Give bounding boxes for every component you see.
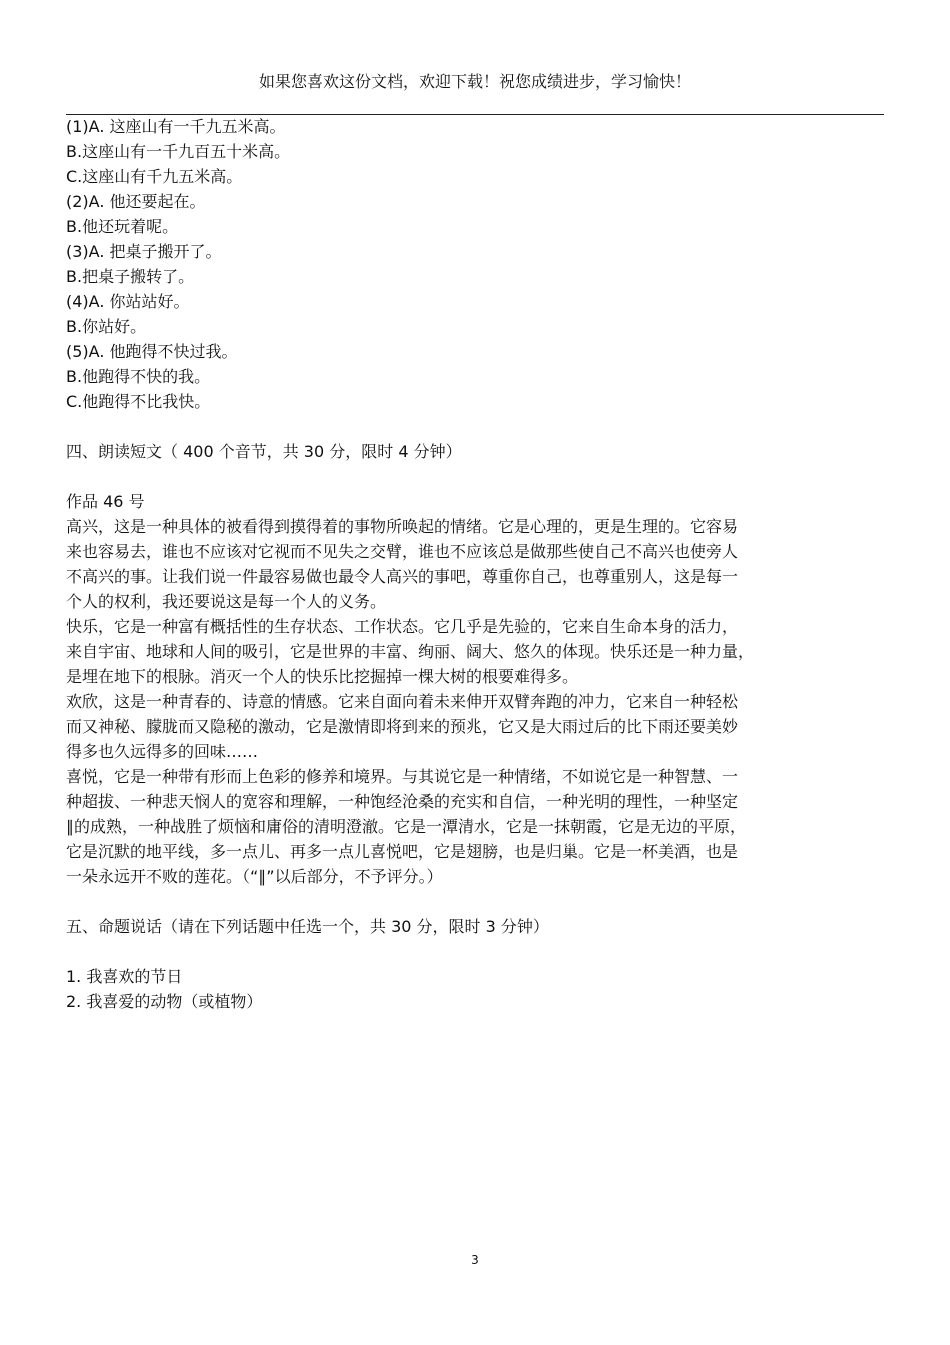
- option-line: B.这座山有一千九百五十米高。: [66, 142, 291, 161]
- option-line: (3)A. 把桌子搬开了。: [66, 242, 222, 261]
- spacer: [66, 889, 836, 914]
- page-header: 如果您喜欢这份文档，欢迎下载！祝您成绩进步，学习愉快！: [258, 72, 691, 91]
- passage-line: 不高兴的事。让我们说一件最容易做也最令人高兴的事吧，尊重你自己，也尊重别人，这是每一: [66, 567, 739, 586]
- passage-line: 个人的权利，我还要说这是每一个人的义务。: [66, 592, 387, 611]
- option-line: C.他跑得不比我快。: [66, 392, 211, 411]
- passage-line: 快乐，它是一种富有概括性的生存状态、工作状态。它几乎是先验的，它来自生命本身的活力，: [66, 617, 739, 636]
- section-four-heading: 四、朗读短文（ 400 个音节，共 30 分，限时 4 分钟）: [66, 442, 462, 461]
- page-number: 3: [471, 1253, 479, 1267]
- option-line: (1)A. 这座山有一千九五米高。: [66, 117, 286, 136]
- passage-line: 高兴，这是一种具体的被看得到摸得着的事物所唤起的情绪。它是心理的，更是生理的。它容易: [66, 517, 739, 536]
- option-line: (4)A. 你站站好。: [66, 292, 190, 311]
- document-body: [66, 114, 836, 1014]
- topic-item: 2. 我喜爱的动物（或植物）: [66, 992, 263, 1011]
- passage-line: 来自宇宙、地球和人间的吸引，它是世界的丰富、绚丽、阔大、悠久的体现。快乐还是一种力量，: [66, 642, 755, 661]
- work-title: 作品 46 号: [66, 492, 145, 511]
- passage-line: 欢欣，这是一种青春的、诗意的情感。它来自面向着未来伸开双臂奔跑的冲力，它来自一种轻松: [66, 692, 739, 711]
- passage-line: 来也容易去，谁也不应该对它视而不见失之交臂，谁也不应该总是做那些使自己不高兴也使旁人: [66, 542, 739, 561]
- passage-paragraph-gaoxing: [66, 514, 836, 614]
- topic-item: 1. 我喜欢的节日: [66, 967, 183, 986]
- passage-paragraph-xiyue: [66, 764, 836, 889]
- passage-line: 是埋在地下的根脉。消灭一个人的快乐比挖掘掉一棵大树的根要难得多。: [66, 667, 579, 686]
- option-line: B.他还玩着呢。: [66, 217, 179, 236]
- passage-line: 得多也久远得多的回味……: [66, 742, 259, 761]
- option-line: C.这座山有千九五米高。: [66, 167, 243, 186]
- answer-options: [66, 114, 836, 414]
- passage-paragraph-huanxin: [66, 689, 836, 764]
- spacer: [66, 414, 836, 439]
- topic-list: [66, 964, 836, 1014]
- spacer: [66, 939, 836, 964]
- option-line: B.他跑得不快的我。: [66, 367, 211, 386]
- passage-line: ∥的成熟，一种战胜了烦恼和庸俗的清明澄澈。它是一潭清水，它是一抹朝霞，它是无边的平原，: [66, 817, 747, 836]
- option-line: B.你站好。: [66, 317, 147, 336]
- passage-paragraph-kuaile: [66, 614, 836, 689]
- passage-line: 喜悦，它是一种带有形而上色彩的修养和境界。与其说它是一种情绪，不如说它是一种智慧、一: [66, 767, 739, 786]
- option-line: (5)A. 他跑得不快过我。: [66, 342, 238, 361]
- section-five-heading: 五、命题说话（请在下列话题中任选一个，共 30 分，限时 3 分钟）: [66, 917, 549, 936]
- passage-line: 一朵永远开不败的莲花。（“∥”以后部分，不予评分。）: [66, 867, 443, 886]
- option-line: B.把桌子搬转了。: [66, 267, 195, 286]
- reading-passage: [66, 514, 836, 889]
- passage-line: 它是沉默的地平线，多一点儿、再多一点儿喜悦吧，它是翅膀，也是归巢。它是一杯美酒，也是: [66, 842, 739, 861]
- passage-line: 种超拔、一种悲天悯人的宽容和理解，一种饱经沧桑的充实和自信，一种光明的理性，一种坚定: [66, 792, 739, 811]
- option-line: (2)A. 他还要起在。: [66, 192, 206, 211]
- passage-line: 而又神秘、朦胧而又隐秘的激动，它是激情即将到来的预兆，它又是大雨过后的比下雨还要美妙: [66, 717, 739, 736]
- spacer: [66, 464, 836, 489]
